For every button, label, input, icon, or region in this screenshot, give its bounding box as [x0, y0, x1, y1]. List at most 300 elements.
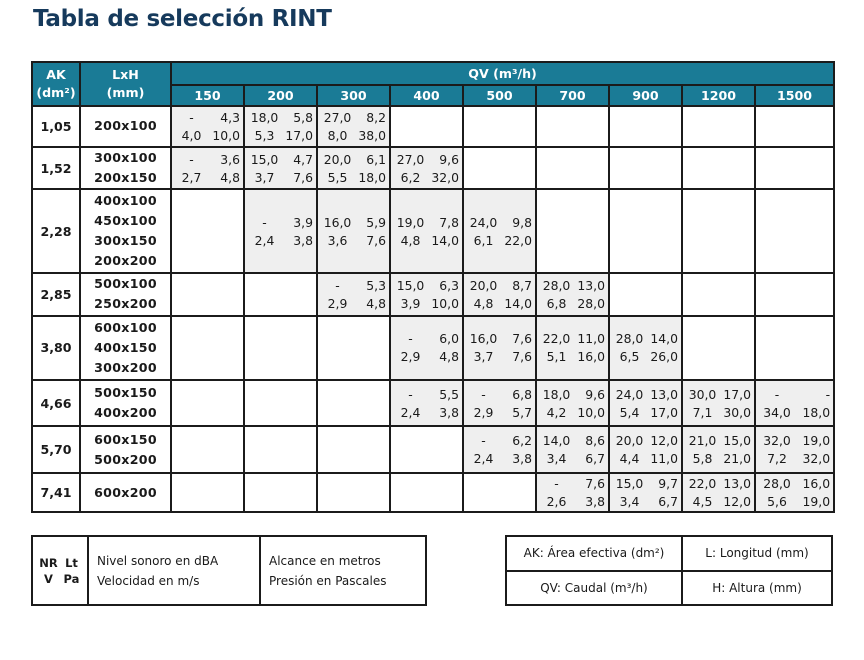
value-cell [317, 106, 390, 147]
empty-cell [463, 106, 536, 147]
pa-value: 26,0 [650, 349, 678, 365]
value-grid [245, 214, 316, 249]
value-grid [245, 151, 316, 186]
empty-cell [609, 106, 682, 147]
size-label: 450x100 [94, 213, 157, 229]
table-row [32, 273, 834, 316]
legend-v: Velocidad en m/s [88, 571, 260, 606]
nr-value: 19,0 [396, 214, 425, 230]
v-value: 6,5 [619, 349, 640, 365]
v-value: 4,8 [400, 232, 421, 248]
value-cell [755, 473, 834, 512]
nr-value: 21,0 [688, 433, 717, 449]
empty-cell [609, 273, 682, 316]
empty-cell [682, 147, 755, 190]
size-label: 400x150 [94, 339, 157, 355]
abbr-lt: Lt [65, 555, 78, 570]
nr-value: 15,0 [250, 151, 279, 167]
header-ak-label: AK [46, 67, 66, 82]
table-row [32, 106, 834, 147]
value-cell [536, 473, 609, 512]
lt-value: 4,3 [220, 109, 240, 125]
v-value: 2,7 [181, 169, 202, 185]
ak-cell: 5,70 [32, 426, 80, 473]
size-label: 400x100 [94, 193, 157, 209]
v-value: 3,7 [473, 349, 494, 365]
size-cell [80, 426, 171, 473]
value-cell [609, 380, 682, 427]
value-grid [318, 151, 389, 186]
value-cell [536, 426, 609, 473]
value-grid [537, 277, 608, 312]
pa-value: 17,0 [650, 404, 678, 420]
value-grid [683, 386, 754, 421]
abbr-pa: Pa [63, 571, 80, 586]
nr-value: 27,0 [323, 109, 352, 125]
lt-value: 9,6 [439, 151, 459, 167]
nr-value: 22,0 [688, 476, 717, 492]
size-label: 250x200 [94, 296, 157, 312]
nr-value: 28,0 [615, 331, 644, 347]
lt-value: 13,0 [577, 277, 605, 293]
pa-value: 3,8 [293, 232, 313, 248]
v-value: 34,0 [763, 404, 791, 420]
nr-value: 15,0 [615, 476, 644, 492]
size-label: 500x100 [94, 276, 157, 292]
empty-cell [682, 106, 755, 147]
empty-cell [171, 380, 244, 427]
pa-value: 10,0 [431, 295, 459, 311]
table-row [32, 316, 834, 380]
empty-cell [463, 473, 536, 512]
value-grid [537, 330, 608, 365]
value-grid [318, 277, 389, 312]
size-label: 400x200 [94, 405, 157, 421]
value-grid [537, 432, 608, 467]
pa-value: 18,0 [802, 404, 831, 420]
size-label: 500x200 [94, 451, 157, 467]
value-grid [537, 386, 608, 421]
size-cell [80, 106, 171, 147]
empty-cell [244, 273, 317, 316]
lt-value: 16,0 [802, 476, 831, 492]
lt-value: 19,0 [802, 433, 831, 449]
nr-value: 14,0 [542, 433, 571, 449]
table-row [32, 147, 834, 190]
value-cell [609, 473, 682, 512]
size-label: 300x150 [94, 233, 157, 249]
empty-cell [390, 426, 463, 473]
table-row [32, 473, 834, 512]
empty-cell [755, 106, 834, 147]
v-value: 5,3 [254, 127, 275, 143]
value-cell [682, 380, 755, 427]
pa-value: 30,0 [723, 404, 751, 420]
pa-value: 6,7 [585, 451, 605, 467]
empty-cell [171, 189, 244, 272]
lt-value: 6,1 [366, 151, 386, 167]
header-qv-150: 150 [171, 85, 244, 106]
pa-value: 7,6 [366, 232, 386, 248]
lt-value: 4,7 [293, 151, 313, 167]
value-grid [464, 330, 535, 365]
header-qv-1200: 1200 [682, 85, 755, 106]
value-grid [318, 214, 389, 249]
value-cell [244, 106, 317, 147]
nr-value: 32,0 [763, 433, 791, 449]
empty-cell [171, 316, 244, 380]
empty-cell [317, 380, 390, 427]
lt-value: 7,6 [512, 331, 532, 347]
lt-value: 15,0 [723, 433, 751, 449]
value-cell [682, 426, 755, 473]
empty-cell [755, 273, 834, 316]
value-cell [390, 189, 463, 272]
size-label: 500x150 [94, 385, 157, 401]
lt-value: 6,8 [512, 386, 532, 402]
nr-value: - [262, 214, 267, 230]
pa-value: 14,0 [431, 232, 459, 248]
size-label: 200x100 [94, 118, 157, 134]
v-value: 5,8 [692, 451, 713, 467]
v-value: 5,4 [619, 404, 640, 420]
nr-value: 22,0 [542, 331, 571, 347]
value-grid [391, 386, 462, 421]
nr-value: - [554, 476, 559, 492]
header-qv-400: 400 [390, 85, 463, 106]
value-grid [391, 330, 462, 365]
size-cell [80, 380, 171, 427]
empty-cell [682, 316, 755, 380]
legend-abbreviations [32, 536, 88, 605]
pa-value: 17,0 [285, 127, 313, 143]
abbr-v: V [44, 571, 53, 586]
value-cell [682, 473, 755, 512]
ak-cell: 7,41 [32, 473, 80, 512]
lt-value: 12,0 [650, 433, 678, 449]
value-cell [171, 147, 244, 190]
header-lxh-unit: (mm) [106, 85, 145, 100]
empty-cell [536, 189, 609, 272]
empty-cell [317, 316, 390, 380]
pa-value: 32,0 [802, 451, 831, 467]
empty-cell [682, 273, 755, 316]
pa-value: 12,0 [723, 494, 751, 510]
empty-cell [317, 473, 390, 512]
header-qv-500: 500 [463, 85, 536, 106]
value-cell [755, 380, 834, 427]
ak-cell: 2,85 [32, 273, 80, 316]
value-cell [317, 147, 390, 190]
v-value: 4,0 [181, 127, 202, 143]
nr-value: 20,0 [469, 277, 498, 293]
pa-value: 10,0 [212, 127, 240, 143]
size-label: 200x200 [94, 253, 157, 269]
value-grid [610, 330, 681, 365]
size-cell [80, 316, 171, 380]
size-label: 300x100 [94, 150, 157, 166]
v-value: 3,9 [400, 295, 421, 311]
v-value: 2,9 [400, 349, 421, 365]
value-cell [463, 273, 536, 316]
v-value: 2,4 [473, 451, 494, 467]
v-value: 5,5 [327, 169, 348, 185]
value-cell [609, 426, 682, 473]
value-cell [536, 316, 609, 380]
v-value: 2,4 [254, 232, 275, 248]
v-value: 8,0 [327, 127, 348, 143]
nr-value: 20,0 [323, 151, 352, 167]
nr-value: 28,0 [763, 476, 791, 492]
value-grid [464, 214, 535, 249]
nr-value: - [189, 151, 194, 167]
pa-value: 4,8 [366, 295, 386, 311]
lt-value: 9,6 [585, 386, 605, 402]
nr-value: 20,0 [615, 433, 644, 449]
size-cell [80, 147, 171, 190]
value-cell [390, 147, 463, 190]
table-row [32, 426, 834, 473]
empty-cell [609, 189, 682, 272]
value-cell [390, 380, 463, 427]
value-grid [464, 277, 535, 312]
ak-cell: 3,80 [32, 316, 80, 380]
pa-value: 7,6 [293, 169, 313, 185]
lt-value: 5,5 [439, 386, 459, 402]
ak-cell: 2,28 [32, 189, 80, 272]
empty-cell [463, 147, 536, 190]
size-cell [80, 273, 171, 316]
size-label: 200x150 [94, 170, 157, 186]
value-cell [463, 380, 536, 427]
header-lxh [80, 62, 171, 106]
header-qv-300: 300 [317, 85, 390, 106]
value-grid [172, 109, 243, 144]
nr-value: 24,0 [469, 214, 498, 230]
value-grid [318, 109, 389, 144]
pa-value: 10,0 [577, 404, 605, 420]
lt-value: 6,3 [439, 277, 459, 293]
value-cell [244, 189, 317, 272]
v-value: 2,4 [400, 404, 421, 420]
lt-value: 6,2 [512, 433, 532, 449]
lt-value: 13,0 [650, 386, 678, 402]
value-grid [610, 432, 681, 467]
size-label: 600x150 [94, 431, 157, 447]
ak-cell: 1,05 [32, 106, 80, 147]
value-grid [172, 151, 243, 186]
value-cell [390, 273, 463, 316]
lt-value: 3,9 [293, 214, 313, 230]
nr-value: 24,0 [615, 386, 644, 402]
value-grid [464, 386, 535, 421]
header-qv-900: 900 [609, 85, 682, 106]
v-value: 6,8 [546, 295, 567, 311]
value-grid [391, 214, 462, 249]
nr-value: 27,0 [396, 151, 425, 167]
pa-value: 16,0 [577, 349, 605, 365]
v-value: 4,4 [619, 451, 640, 467]
value-grid [683, 432, 754, 467]
nr-value: 30,0 [688, 386, 717, 402]
value-cell [609, 316, 682, 380]
v-value: 7,2 [767, 451, 787, 467]
empty-cell [682, 189, 755, 272]
value-cell [463, 316, 536, 380]
lt-value: 3,6 [220, 151, 240, 167]
nr-value: - [481, 386, 486, 402]
pa-value: 7,6 [512, 349, 532, 365]
v-value: 3,4 [546, 451, 567, 467]
lt-value: 13,0 [723, 476, 751, 492]
size-cell [80, 473, 171, 512]
nr-value: - [774, 386, 780, 402]
value-cell [317, 189, 390, 272]
value-grid [391, 277, 462, 312]
v-value: 5,1 [546, 349, 567, 365]
pa-value: 38,0 [358, 127, 386, 143]
v-value: 2,6 [546, 494, 567, 510]
lt-value: 17,0 [723, 386, 751, 402]
value-grid [756, 475, 833, 510]
nr-value: - [481, 433, 486, 449]
nr-value: 16,0 [323, 214, 352, 230]
lt-value: 5,3 [366, 277, 386, 293]
abbr-nr: NR [39, 555, 58, 570]
lt-value: 5,9 [366, 214, 386, 230]
table-row [32, 189, 834, 272]
v-value: 4,8 [473, 295, 494, 311]
pa-value: 18,0 [358, 169, 386, 185]
empty-cell [536, 106, 609, 147]
empty-cell [171, 426, 244, 473]
page-title: Tabla de selección RINT [33, 6, 332, 32]
nr-value: 18,0 [250, 109, 279, 125]
lt-value: 14,0 [650, 331, 678, 347]
empty-cell [171, 273, 244, 316]
pa-value: 11,0 [650, 451, 678, 467]
header-qv: QV (m³/h) [171, 62, 834, 85]
lt-value: 11,0 [577, 331, 605, 347]
v-value: 7,1 [692, 404, 713, 420]
value-grid [683, 475, 754, 510]
v-value: 6,2 [400, 169, 421, 185]
empty-cell [317, 426, 390, 473]
empty-cell [244, 316, 317, 380]
lt-value: 6,0 [439, 331, 459, 347]
nr-value: - [189, 109, 194, 125]
empty-cell [609, 147, 682, 190]
size-label: 300x200 [94, 359, 157, 375]
empty-cell [755, 189, 834, 272]
value-grid [464, 432, 535, 467]
pa-value: 4,8 [220, 169, 240, 185]
pa-value: 32,0 [431, 169, 459, 185]
empty-cell [171, 473, 244, 512]
size-cell [80, 189, 171, 272]
lt-value: 8,7 [512, 277, 532, 293]
header-ak-unit: (dm²) [36, 85, 76, 100]
value-grid [391, 151, 462, 186]
pa-value: 22,0 [504, 232, 532, 248]
lt-value: 5,8 [293, 109, 313, 125]
size-label: 600x100 [94, 319, 157, 335]
legend-ak: AK: Área efectiva (dm²) [506, 536, 682, 571]
legend-l: L: Longitud (mm) [682, 536, 832, 571]
value-cell [171, 106, 244, 147]
pa-value: 3,8 [439, 404, 459, 420]
lt-value: 7,8 [439, 214, 459, 230]
v-value: 2,9 [327, 295, 348, 311]
value-cell [463, 189, 536, 272]
pa-value: 3,8 [512, 451, 532, 467]
nr-value: 15,0 [396, 277, 425, 293]
nr-value: 28,0 [542, 277, 571, 293]
pa-value: 6,7 [658, 494, 678, 510]
pa-value: 14,0 [504, 295, 532, 311]
empty-cell [536, 147, 609, 190]
value-grid [756, 432, 833, 467]
empty-cell [244, 380, 317, 427]
v-value: 4,5 [692, 494, 713, 510]
pa-value: 28,0 [577, 295, 605, 311]
header-qv-200: 200 [244, 85, 317, 106]
legend-lt: Alcance en metros [260, 536, 426, 571]
lt-value: - [825, 386, 831, 402]
table-row [32, 380, 834, 427]
header-lxh-label: LxH [112, 67, 139, 82]
legend-units [31, 535, 427, 606]
value-grid [610, 386, 681, 421]
value-grid [756, 386, 833, 421]
legend-nr: Nivel sonoro en dBA [88, 536, 260, 571]
lt-value: 7,6 [585, 476, 605, 492]
value-cell [536, 380, 609, 427]
pa-value: 3,8 [585, 494, 605, 510]
value-cell [390, 316, 463, 380]
legend-h: H: Altura (mm) [682, 571, 832, 606]
v-value: 5,6 [767, 494, 787, 510]
size-label: 600x200 [94, 484, 157, 500]
header-qv-1500: 1500 [755, 85, 834, 106]
nr-value: 18,0 [542, 386, 571, 402]
v-value: 3,6 [327, 232, 348, 248]
nr-value: - [335, 277, 340, 293]
value-cell [463, 426, 536, 473]
nr-value: - [408, 386, 413, 402]
value-cell [244, 147, 317, 190]
value-cell [755, 426, 834, 473]
value-cell [536, 273, 609, 316]
pa-value: 19,0 [802, 494, 831, 510]
nr-value: - [408, 331, 413, 347]
header-ak [32, 62, 80, 106]
pa-value: 5,7 [512, 404, 532, 420]
v-value: 6,1 [473, 232, 494, 248]
v-value: 2,9 [473, 404, 494, 420]
legend-pa: Presión en Pascales [260, 571, 426, 606]
v-value: 3,4 [619, 494, 640, 510]
empty-cell [755, 316, 834, 380]
empty-cell [755, 147, 834, 190]
ak-cell: 1,52 [32, 147, 80, 190]
selection-table [31, 61, 835, 513]
value-grid [610, 475, 681, 510]
value-grid [537, 475, 608, 510]
empty-cell [390, 473, 463, 512]
header-qv-700: 700 [536, 85, 609, 106]
lt-value: 8,6 [585, 433, 605, 449]
